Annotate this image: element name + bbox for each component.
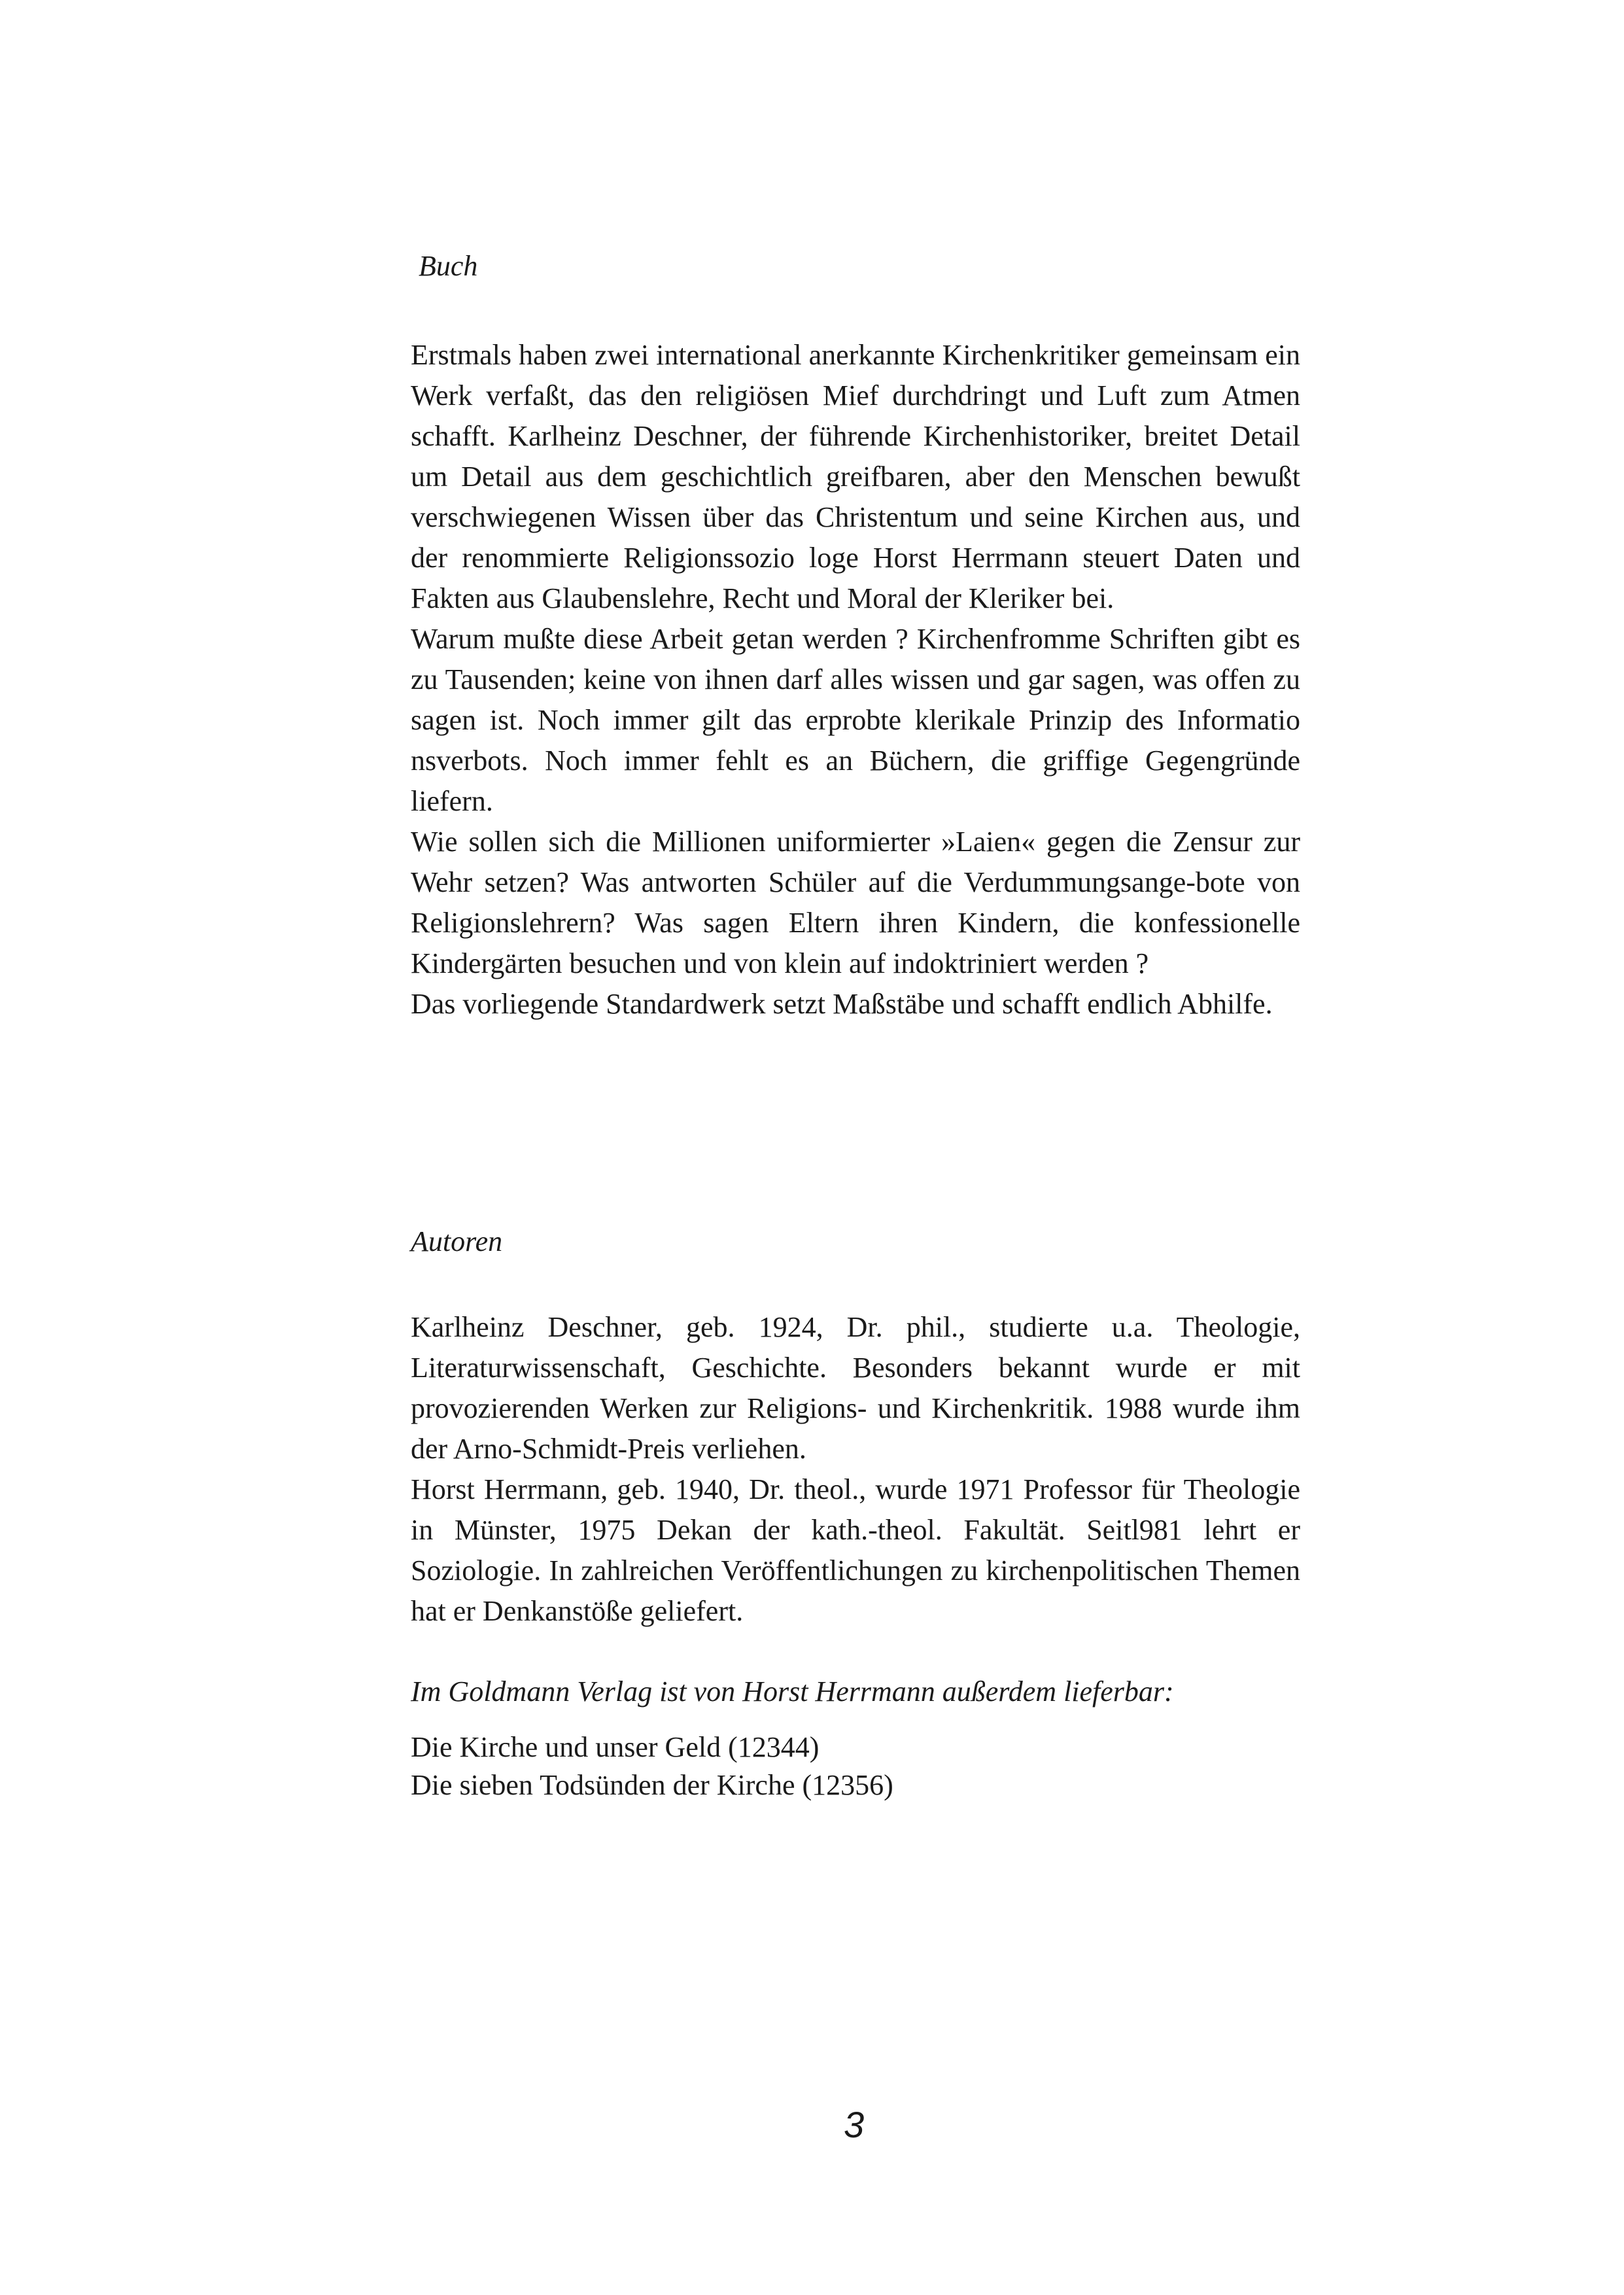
autoren-description bbox=[411, 1307, 1300, 1632]
buch-description bbox=[411, 335, 1300, 1025]
goldmann-heading: Im Goldmann Verlag ist von Horst Herrmann außerdem lieferbar: bbox=[411, 1675, 1174, 1708]
buch-paragraph: Warum mußte diese Arbeit getan werden ? Kirchenfromme Schriften gibt es zu Tausenden; keine von ihnen darf alles wissen und gar sagen, was offen zu sagen ist. Noch immer gilt das erprobte klerikale Prinzip des Informatio nsverbots. Noch immer fehlt es an Büchern, die griffige Gegengründe liefern. bbox=[411, 623, 1300, 817]
buch-heading: Buch bbox=[419, 250, 478, 282]
buch-paragraph: Das vorliegende Standardwerk setzt Maßstäbe und schafft endlich Abhilfe. bbox=[411, 988, 1273, 1020]
title-item: Die Kirche und unser Geld (12344) bbox=[411, 1731, 820, 1763]
page-number: 3 bbox=[844, 2104, 865, 2145]
title-item: Die sieben Todsünden der Kirche (12356) bbox=[411, 1769, 893, 1801]
buch-paragraph: Erstmals haben zwei international anerkannte Kirchenkritiker gemeinsam ein Werk verfaßt, das den religiösen Mief durchdringt und Luft zum Atmen schafft. Karlheinz Deschner, der führende Kirchenhistoriker, breitet Detail um Detail aus dem geschichtlich greifbaren, aber den Menschen bewußt verschwiegenen Wissen über das Christentum und seine Kirchen aus, und der renommierte Religionssozio loge Horst Herrmann steuert Daten und Fakten aus Glaubenslehre, Recht und Moral der Kleriker bei. bbox=[411, 339, 1300, 614]
autoren-paragraph: Horst Herrmann, geb. 1940, Dr. theol., wurde 1971 Professor für Theologie in Münster, 1975 Dekan der kath.-theol. Fakultät. Seitl981 lehrt er Soziologie. In zahlreichen Veröffentlichungen zu kirchenpolitischen Themen hat er Denkanstöße geliefert. bbox=[411, 1473, 1300, 1627]
available-titles-list bbox=[411, 1728, 1300, 1804]
buch-paragraph: Wie sollen sich die Millionen uniformierter »Laien« gegen die Zensur zur Wehr setzen? Was antworten Schüler auf die Verdummungsange-bote von Religionslehrern? Was sagen Eltern ihren Kindern, die konfessionelle Kindergärten besuchen und von klein auf indoktriniert werden ? bbox=[411, 826, 1300, 979]
autoren-paragraph: Karlheinz Deschner, geb. 1924, Dr. phil., studierte u.a. Theologie, Literaturwissenschaft, Geschichte. Besonders bekannt wurde er mit provozierenden Werken zur Religions- und Kirchenkritik. 1988 wurde ihm der Arno-Schmidt-Preis verliehen. bbox=[411, 1311, 1300, 1465]
autoren-heading: Autoren bbox=[411, 1225, 503, 1257]
